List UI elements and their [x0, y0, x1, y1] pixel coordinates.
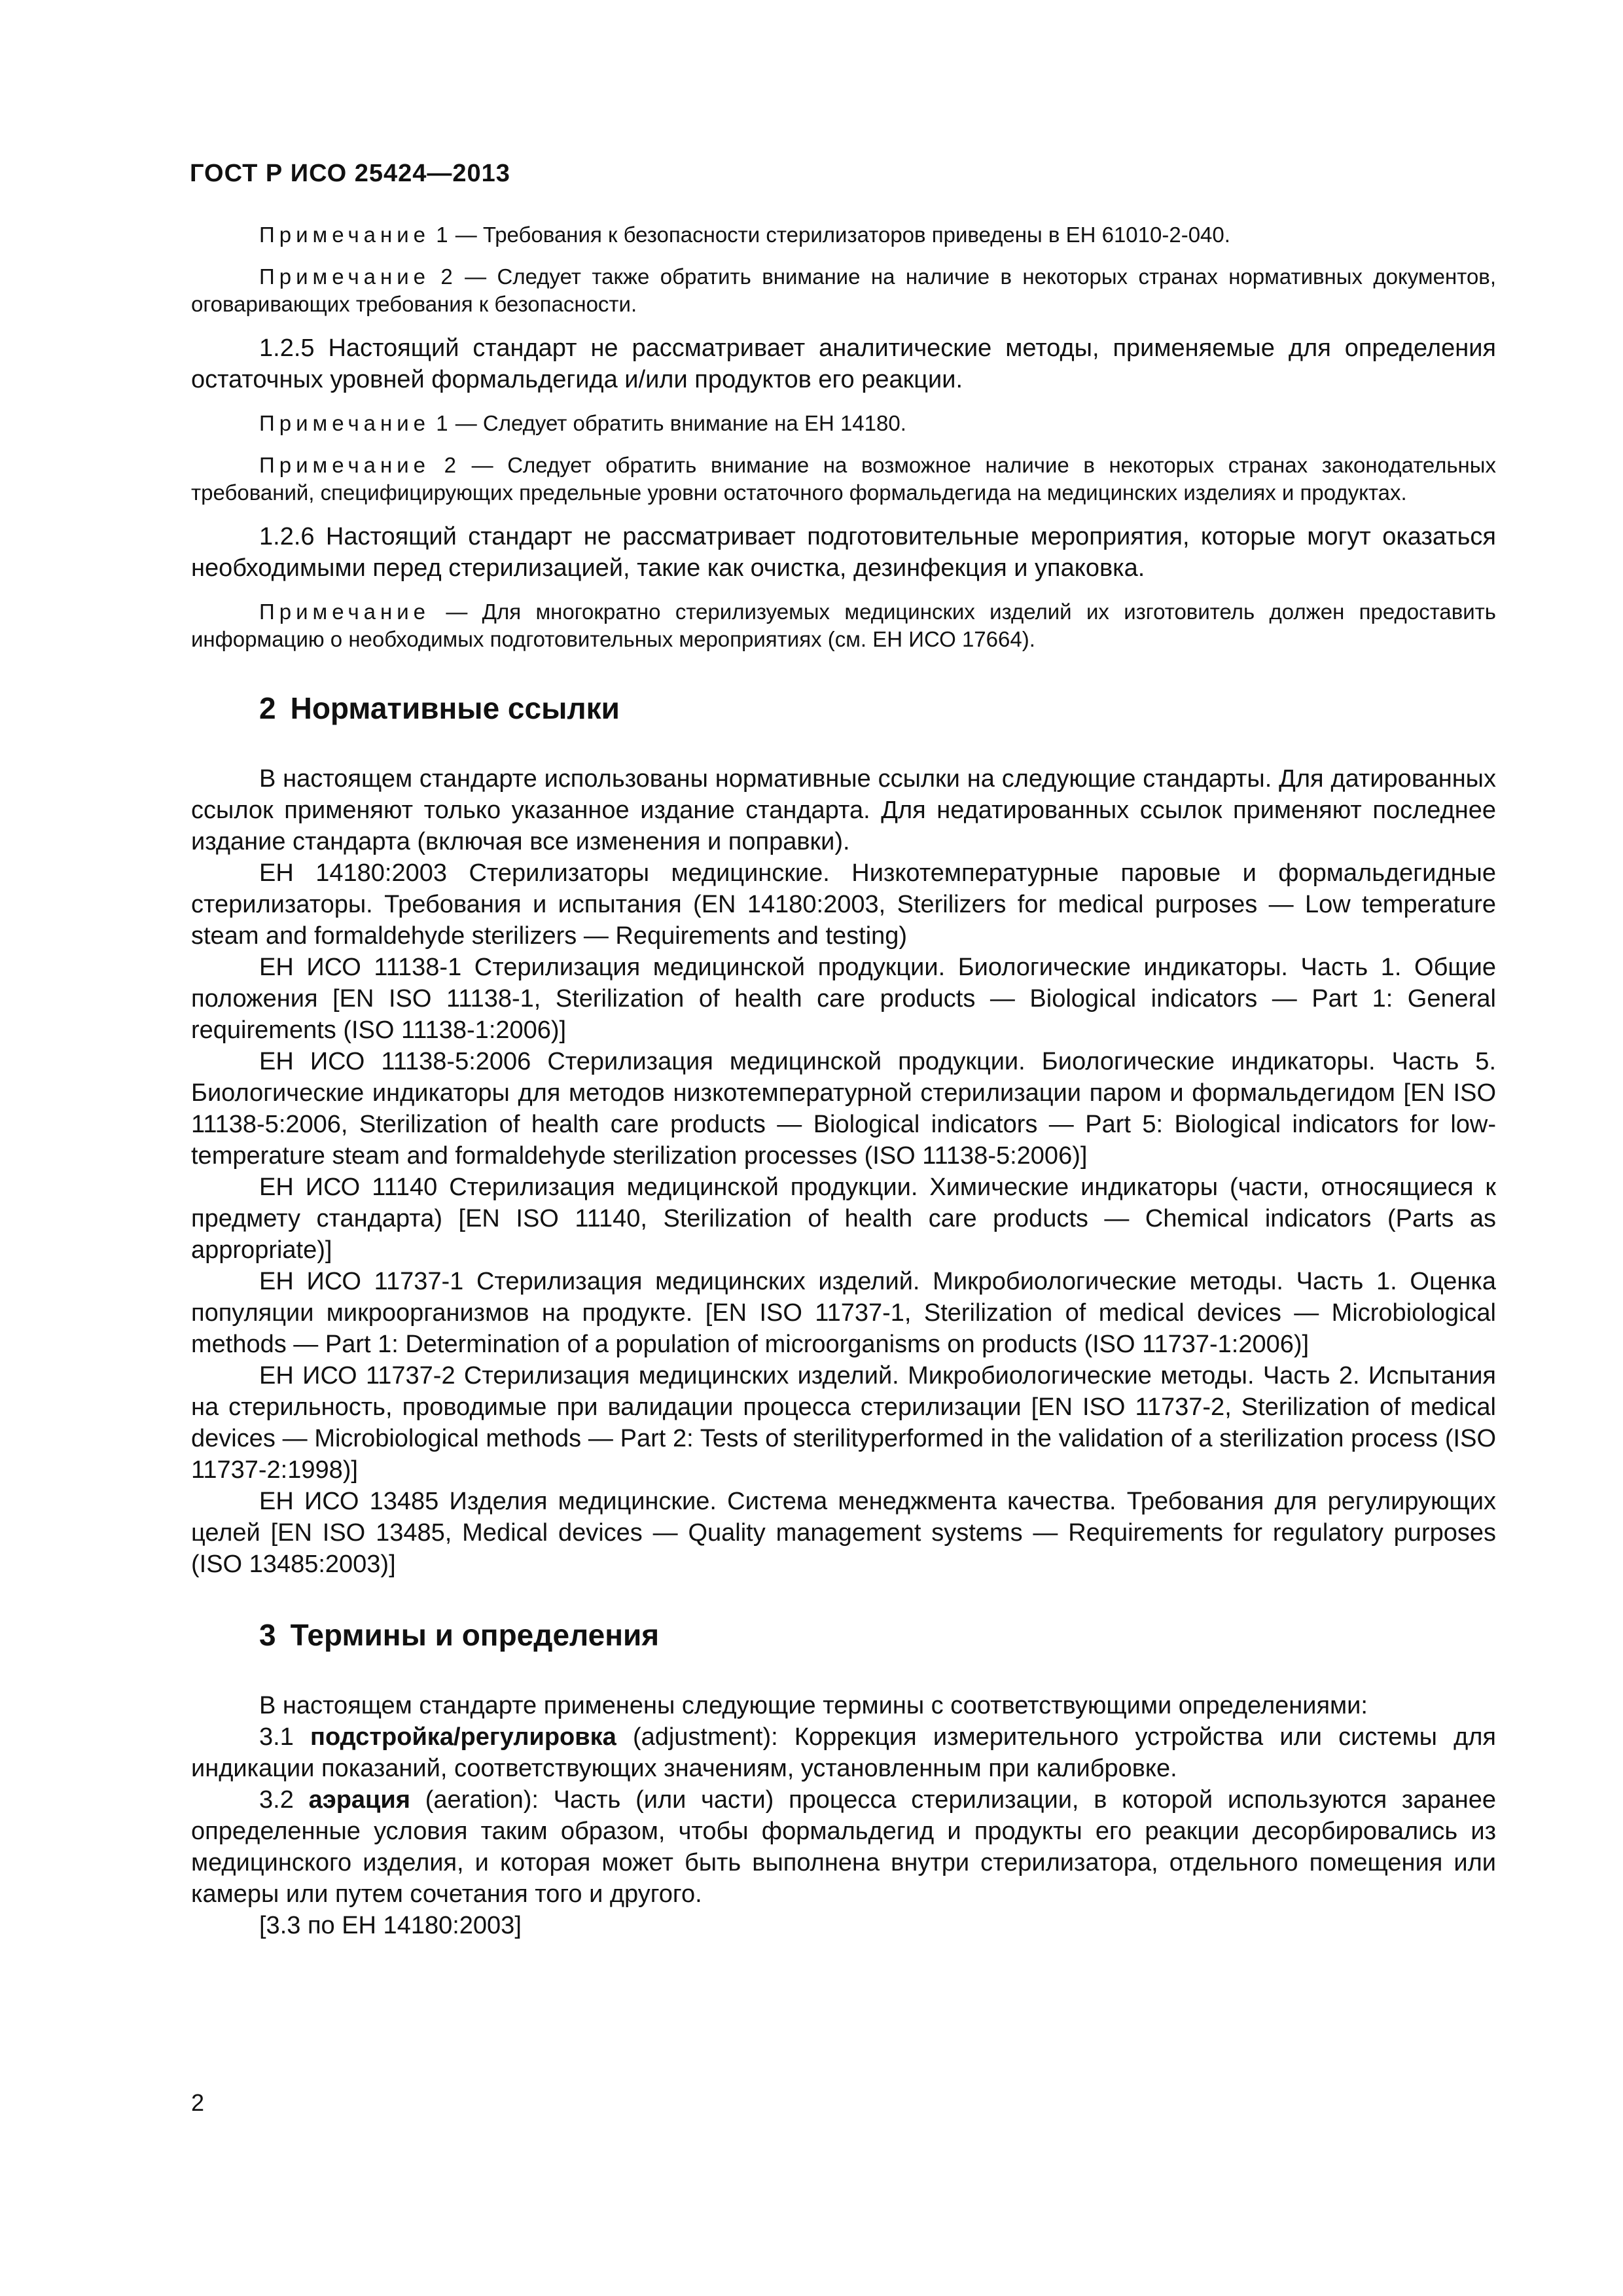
page-content: [191, 221, 1496, 1941]
reference-item: ЕН 14180:2003 Стерилизаторы медицинские. Низкотемпературные паровые и формальдегидные стерилизаторы. Требования и испытания (EN 14180:2003, Sterilizers for medical purposes — Low temperature steam and formaldehyde sterilizers — Requirements and testing): [191, 859, 1496, 950]
note-label: Примечание: [259, 264, 431, 289]
reference-item: ЕН ИСО 11737-1 Стерилизация медицинских изделий. Микробиологические методы. Часть 1. Оценка популяции микроорганизмов на продукте. [EN ISO 11737-1, Sterilization of medical devices — Microbiological methods — Part 1: Determination of a population of microorganisms on products (ISO 11737-1:2006)]: [191, 1268, 1496, 1358]
note: Примечание — Для многократно стерилизуемых медицинских изделий их изготовитель должен предоставить информацию о необходимых подготовительных мероприятиях (см. ЕН ИСО 17664).: [191, 600, 1496, 651]
section-number: 2: [259, 691, 276, 725]
term-name: аэрация: [308, 1786, 410, 1814]
note-number: 2: [440, 264, 453, 289]
section-3-intro: В настоящем стандарте применены следующие термины с соответствующими определениями:: [259, 1692, 1368, 1719]
term-name: подстройка/регулировка: [310, 1723, 616, 1751]
note-number: 2: [444, 453, 456, 477]
section-2-intro: В настоящем стандарте использованы нормативные ссылки на следующие стандарты. Для датированных ссылок применяют только указанное издание стандарта. Для недатированных ссылок применяют последнее издание стандарта (включая все изменения и поправки).: [191, 765, 1496, 855]
note-label: Примечание: [259, 411, 431, 435]
clause-number: 1.2.5: [259, 334, 315, 362]
term-number: 3.2: [259, 1786, 294, 1814]
term-text: (adjustment): Коррекция измерительного устройства или системы для индикации показаний, соответствующих значениям, установленным при калибровке.: [191, 1723, 1497, 1782]
document-designation: ГОСТ Р ИСО 25424—2013: [190, 160, 510, 187]
note-number: 1: [436, 223, 448, 247]
note-text: Следует обратить внимание на ЕН 14180.: [482, 411, 906, 435]
note: Примечание 1 — Следует обратить внимание на ЕН 14180.: [259, 411, 906, 435]
reference-item: ЕН ИСО 11140 Стерилизация медицинской продукции. Химические индикаторы (части, относящиеся к предмету стандарта) [EN ISO 11140, Sterilization of health care products — Chemical indicators (Parts as appropriate)]: [191, 1174, 1496, 1264]
term-definition: [191, 1721, 1496, 1784]
term-source: [3.3 по ЕН 14180:2003]: [259, 1912, 522, 1939]
note: Примечание 2 — Следует также обратить внимание на наличие в некоторых странах нормативных документов, оговаривающих требования к безопасности.: [191, 264, 1496, 316]
clause-1-2-5: [191, 332, 1496, 395]
clause-number: 1.2.6: [259, 523, 315, 550]
note-text: Следует также обратить внимание на наличие в некоторых странах нормативных документов, оговаривающих требования к безопасности.: [191, 264, 1496, 316]
note-text: Требования к безопасности стерилизаторов приведены в ЕН 61010-2-040.: [482, 223, 1230, 247]
reference-item: ЕН ИСО 13485 Изделия медицинские. Система менеджмента качества. Требования для регулирующих целей [EN ISO 13485, Medical devices — Quality management systems — Requirements for regulatory purposes (ISO 13485:2003)]: [191, 1488, 1496, 1578]
term-text: (aeration): Часть (или части) процесса стерилизации, в которой используются заранее определенные условия таким образом, чтобы формальдегид и продукты его реакции десорбировались из медицинского изделия, и которая может быть выполнена внутри стерилизатора, отдельного помещения или камеры или путем сочетания того и другого.: [191, 1786, 1497, 1908]
note-number: 1: [436, 411, 448, 435]
note-label: Примечание: [259, 453, 431, 477]
clause-1-2-6: [191, 521, 1496, 584]
section-number: 3: [259, 1618, 276, 1652]
term-definition: [191, 1784, 1496, 1910]
reference-item: ЕН ИСО 11737-2 Стерилизация медицинских изделий. Микробиологические методы. Часть 2. Испытания на стерильность, проводимые при валидации процесса стерилизации [EN ISO 11737-2, Sterilization of medical devices — Microbiological methods — Part 2: Tests of sterilityperformed in the validation of a sterilization process (ISO 11737-2:1998)]: [191, 1362, 1496, 1484]
clause-text: Настоящий стандарт не рассматривает подготовительные мероприятия, которые могут оказаться необходимыми перед стерилизацией, такие как очистка, дезинфекция и упаковка.: [191, 523, 1496, 582]
reference-item: ЕН ИСО 11138-5:2006 Стерилизация медицинской продукции. Биологические индикаторы. Часть 5. Биологические индикаторы для методов низкотемпературной стерилизации паром и формальдегидом [EN ISO 11138-5:2006, Sterilization of health care products — Biological indicators — Part 5: Biological indicators for low-temperature steam and formaldehyde sterilization processes (ISO 11138-5:2006)]: [191, 1048, 1496, 1170]
note-text: Для многократно стерилизуемых медицинских изделий их изготовитель должен предоставить информацию о необходимых подготовительных мероприятиях (см. ЕН ИСО 17664).: [191, 600, 1496, 651]
clause-text: Настоящий стандарт не рассматривает аналитические методы, применяемые для определения остаточных уровней формальдегида и/или продуктов его реакции.: [191, 334, 1497, 393]
note: Примечание 1 — Требования к безопасности стерилизаторов приведены в ЕН 61010-2-040.: [259, 223, 1230, 247]
reference-item: ЕН ИСО 11138-1 Стерилизация медицинской продукции. Биологические индикаторы. Часть 1. Общие положения [EN ISO 11138-1, Sterilization of health care products — Biological indicators — Part 1: General requirements (ISO 11138-1:2006)]: [191, 954, 1496, 1044]
note-label: Примечание: [259, 600, 431, 624]
note: Примечание 2 — Следует обратить внимание на возможное наличие в некоторых странах законодательных требований, специфицирующих предельные уровни остаточного формальдегида на медицинских изделиях и продуктах.: [191, 453, 1497, 505]
note-label: Примечание: [259, 223, 431, 247]
section-3-heading: [191, 1617, 1496, 1653]
section-title: Термины и определения: [290, 1618, 660, 1652]
term-number: 3.1: [259, 1723, 294, 1751]
note-text: Следует обратить внимание на возможное наличие в некоторых странах законодательных требований, специфицирующих предельные уровни остаточного формальдегида на медицинских изделиях и продуктах.: [191, 453, 1497, 505]
section-title: Нормативные ссылки: [290, 691, 620, 725]
section-2-heading: [191, 690, 1496, 726]
page-number: 2: [191, 2089, 205, 2116]
